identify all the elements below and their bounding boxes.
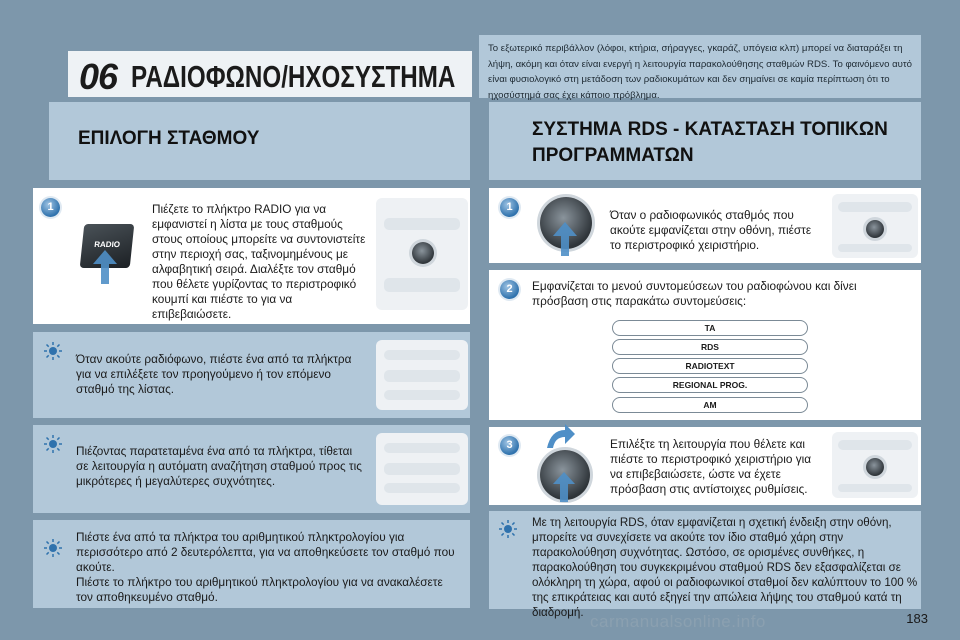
radio-panel-image: [376, 340, 468, 410]
menu-item-am: AM: [612, 397, 808, 413]
tip-icon: [44, 539, 62, 557]
left-step1-text: Πιέζετε το πλήκτρο RADIO για να εμφανιστεί η λίστα με τους σταθμούς στους οποίους μπορείτε να συντονιστείτε στην περιοχή σας, ταξινομημένους με αλφαβητική σειρά. Διαλέξτε τον σταθμό που θέλετε γυρίζοντας το περιστροφικό κουμπί και πιέστε το για να επιβεβαιώσετε.: [152, 202, 366, 321]
panel-keys: [384, 370, 460, 382]
right-step3-text: Επιλέξτε τη λειτουργία που θέλετε και πιέστε το περιστροφικό χειριστήριο για να επιβεβαιώσετε, ώστε να έχετε πρόσβαση στις αντίστοιχες ρυθμίσεις.: [610, 437, 812, 496]
radio-button-label: RADIO: [93, 240, 121, 249]
press-arrow-icon: [553, 472, 575, 502]
watermark: carmanualsonline.info: [590, 612, 766, 631]
rotate-arrow-icon: [545, 424, 575, 450]
panel-display: [384, 443, 460, 453]
panel-display: [384, 218, 460, 230]
chapter-title: ΡΑΔΙΟΦΩΝΟ/ΗΧΟΣΥΣΤΗΜΑ: [131, 59, 456, 94]
press-arrow-icon: [93, 250, 117, 284]
page-number: 183: [906, 611, 928, 626]
tip-icon: [44, 435, 62, 453]
panel-keys: [384, 278, 460, 292]
menu-item-regional-prog: REGIONAL PROG.: [612, 377, 808, 393]
right-heading: ΣΥΣΤΗΜΑ RDS - ΚΑΤΑΣΤΑΣΗ ΤΟΠΙΚΩΝ ΠΡΟΓΡΑΜΜΑΤΩΝ: [532, 119, 888, 166]
step-badge: 2: [500, 280, 519, 299]
step-badge: 1: [500, 198, 519, 217]
rotary-knob-icon: [866, 458, 884, 476]
tip-icon: [499, 520, 517, 538]
right-step1-text: Όταν ο ραδιοφωνικός σταθμός που ακούτε εμφανίζεται στην οθόνη, πιέστε το περιστροφικό χειριστήριο.: [610, 208, 812, 252]
left-heading: ΕΠΙΛΟΓΗ ΣΤΑΘΜΟΥ: [78, 128, 260, 149]
panel-keys: [838, 244, 912, 252]
radio-panel-image: [832, 432, 918, 498]
panel-keys: [384, 463, 460, 475]
intro-text: Το εξωτερικό περιβάλλον (λόφοι, κτήρια, σήραγγες, γκαράζ, υπόγεια κλπ) μπορεί να διαταράξει τη λήψη, ακόμη και όταν είναι ενεργή η λειτουργία παρακολούθησης σταθμών RDS. Το φαινόμενο αυτό είναι φυσιολογικό στη μετάδοση των ραδιοκυμάτων και δεν σημαίνει σε καμία περίπτωση ότι το ηχοσύστημά σας έχει κάποιο πρόβλημα.: [488, 43, 913, 101]
radio-panel-image: [376, 198, 468, 310]
chapter-number: 06: [79, 56, 118, 97]
right-tip-text: Με τη λειτουργία RDS, όταν εμφανίζεται η σχετική ένδειξη στην οθόνη, μπορείτε να συνεχίσετε να ακούτε τον ίδιο σταθμό χάρη στην παρακολούθηση συχνότητας. Ωστόσο, σε ορισμένες συνθήκες, η παρακολούθηση του συγκεκριμένου σταθμού RDS δεν εξασφαλίζεται σε ολόκληρη τη χώρα, αφού οι ραδιοφωνικοί σταθμοί δεν καλύπτουν το 100 % της επικράτειας και αυτό εξηγεί την απώλεια λήψης του σταθμού κατά τη διαδρομή.: [532, 516, 918, 619]
left-tip2-text: Πιέζοντας παρατεταμένα ένα από τα πλήκτρα, τίθεται σε λειτουργία η αυτόματη αναζήτηση σταθμού προς τις μικρότερες ή μεγαλύτερες συχνότητες.: [76, 444, 362, 488]
panel-display: [384, 350, 460, 360]
step-badge: 1: [41, 198, 60, 217]
rotary-knob-icon: [412, 242, 434, 264]
menu-item-radiotext: RADIOTEXT: [612, 358, 808, 374]
panel-display: [838, 440, 912, 450]
menu-item-rds: RDS: [612, 339, 808, 355]
panel-keys: [384, 483, 460, 493]
radio-panel-image: [832, 194, 918, 258]
step-badge: 3: [500, 436, 519, 455]
left-tip1-text: Όταν ακούτε ραδιόφωνο, πιέστε ένα από τα πλήκτρα για να επιλέξετε τον προηγούμενο ή τον επόμενο σταθμό της λίστας.: [76, 352, 352, 396]
panel-display: [838, 202, 912, 212]
radio-panel-image: [376, 433, 468, 505]
left-tip3-text: Πιέστε ένα από τα πλήκτρα του αριθμητικού πληκτρολογίου για περισσότερο από 2 δευτερόλεπτα, για να αποθηκεύσετε τον σταθμό που ακούτε. Πιέστε το πλήκτρο του αριθμητικού πληκτρολογίου για να ανακαλέσετε τον αποθηκευμένο σταθμό.: [76, 530, 455, 604]
right-step2-text: Εμφανίζεται το μενού συντομεύσεων του ραδιοφώνου και δίνει πρόσβαση στις παρακάτω συντομεύσεις:: [532, 279, 857, 308]
panel-keys: [384, 390, 460, 400]
rotary-knob-icon: [866, 220, 884, 238]
menu-item-ta: TA: [612, 320, 808, 336]
panel-keys: [838, 484, 912, 492]
tip-icon: [44, 342, 62, 360]
press-arrow-icon: [553, 222, 577, 256]
